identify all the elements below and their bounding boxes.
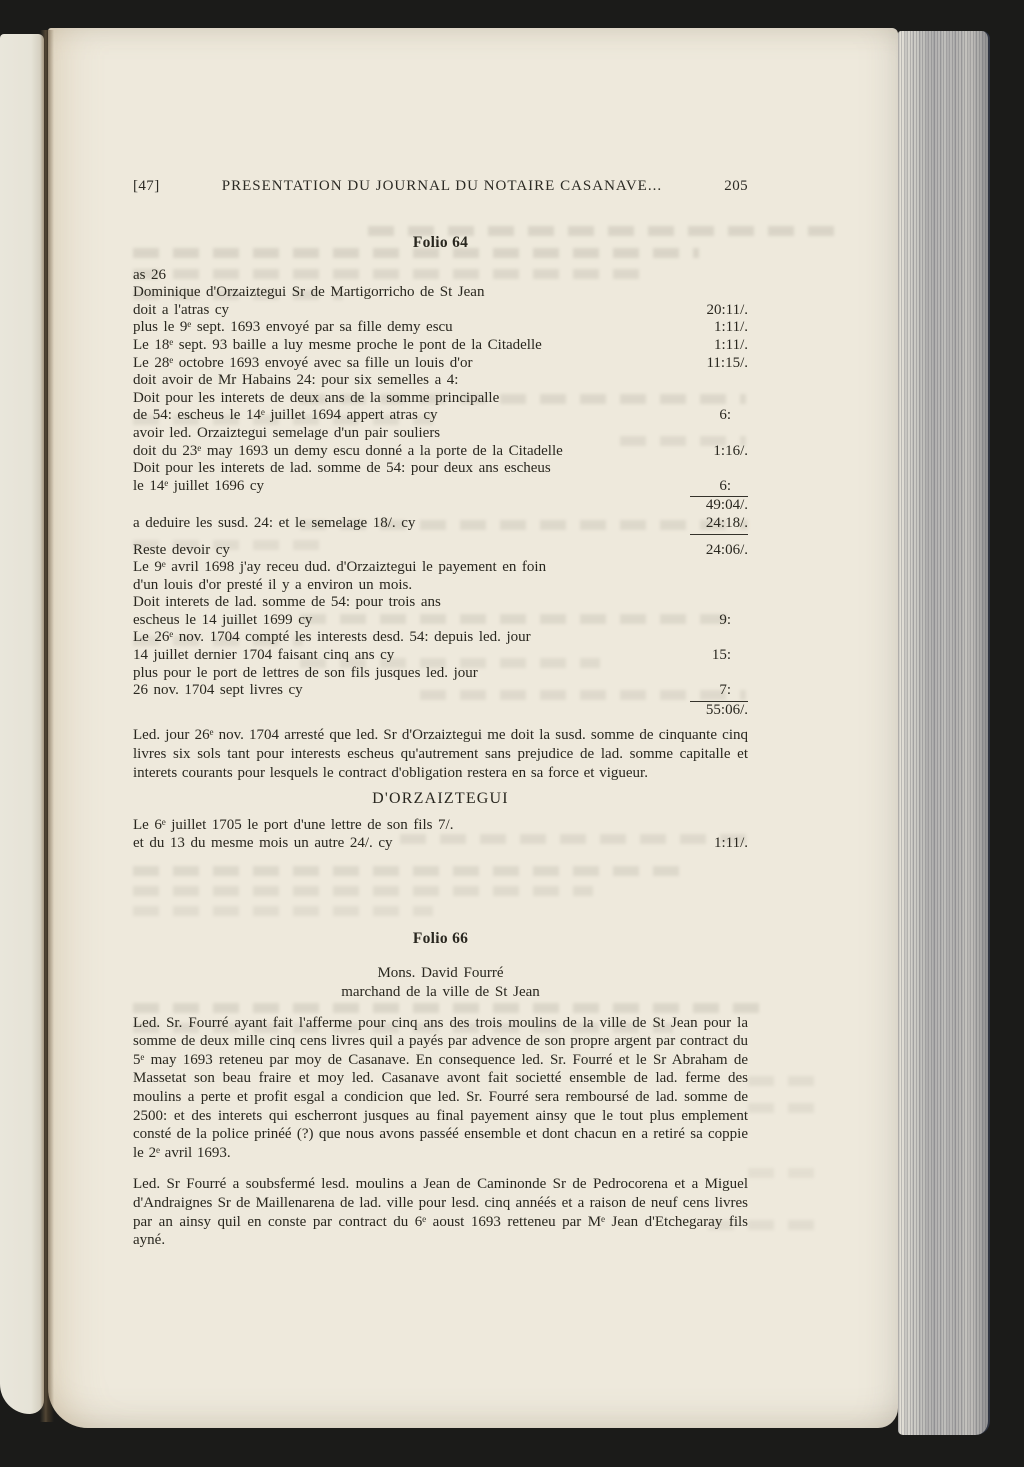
folio-64-section xyxy=(133,234,748,852)
ledger-row xyxy=(133,817,748,835)
ledger-amount: 55:06/. xyxy=(705,701,748,718)
folio-64-ledger-continued xyxy=(133,817,748,852)
ledger-amount: 49:04/. xyxy=(705,497,748,514)
ledger-row xyxy=(133,577,748,595)
folio-66-section xyxy=(133,930,748,1263)
bleed-through-smudge xyxy=(748,1076,828,1086)
header-margin-ref: [47] xyxy=(133,178,160,194)
ledger-row xyxy=(133,267,748,285)
ledger-row xyxy=(133,515,748,535)
bleed-through-smudge xyxy=(133,906,433,916)
ledger-entry-text: 26 nov. 1704 sept livres cy xyxy=(133,682,303,699)
ledger-entry-text: a deduire les susd. 24: et le semelage 18/. cy xyxy=(133,514,416,531)
bleed-through-smudge xyxy=(133,866,693,876)
ledger-row xyxy=(133,559,748,577)
ledger-amount: 6: xyxy=(719,407,731,424)
ledger-entry-text: Doit pour les interets de lad. somme de 54: pour deux ans escheus xyxy=(133,460,551,477)
ledger-row xyxy=(133,284,748,302)
bleed-through-smudge xyxy=(133,886,593,896)
ledger-entry-text: Le 6ᵉ juillet 1705 le port d'une lettre de son fils 7/. xyxy=(133,817,454,834)
ledger-entry-text: 14 juillet dernier 1704 faisant cinq ans cy xyxy=(133,647,395,664)
ledger-entry-text: Le 18ᵉ sept. 93 baille a luy mesme proche le pont de la Citadelle xyxy=(133,336,542,353)
ledger-amount: 1:11/. xyxy=(713,834,748,851)
ledger-amount: 20:11/. xyxy=(706,301,748,318)
paragraph: Led. Sr Fourré a soubsfermé lesd. moulins a Jean de Caminonde Sr de Pedrocorena et a Miguel d'Andraignes Sr de Maillenarena de lad. ville pour lesd. cinq annéés et a raison de neuf cens livres par an ainsy quil en conste par contract du 6ᵉ aoust 1693 retteneu par Mᵉ Jean d'Etchegaray fils ayné. xyxy=(133,1176,748,1249)
ledger-row xyxy=(133,629,748,647)
ledger-entry-text: plus pour le port de lettres de son fils jusques led. jour xyxy=(133,664,478,681)
folio-66-subtitle-role: marchand de la ville de St Jean xyxy=(341,983,540,1000)
ledger-amount: 1:11/. xyxy=(713,319,748,336)
fore-edge-page-stack xyxy=(898,31,990,1435)
ledger-row xyxy=(133,443,748,461)
paragraph: Led. Sr. Fourré ayant fait l'afferme pour cinq ans des trois moulins de la ville de St Jean pour la somme de deux mille cinq cens livres quil a payés par advence de son propre argent par contract du 5ᵉ may 1693 reteneu par moy de Casanave. En consequence led. Sr. Fourré et le Sr Abraham de Massetat son beau fraire et moy led. Casanave avont fait societté ensemble de lad. ferme des moulins a perte et profit esgal a condicion que led. Sr. Fourré sera remboursé de lad. somme de 2500: et des interets qui escherront jusques au final payement ainsy que le tout plus emplement consté de la police prinéé (?) que nous avons passéé ensemble et dont chacun en a retiré sa coppie le 2ᵉ avril 1693. xyxy=(133,1014,749,1161)
ledger-entry-text: d'un louis d'or presté il y a environ un mois. xyxy=(133,576,413,593)
ledger-row xyxy=(133,542,748,560)
ledger-entry-text: doit avoir de Mr Habains 24: pour six semelles a 4: xyxy=(133,372,459,389)
folio-64-ledger xyxy=(133,267,748,720)
ledger-amount: 1:11/. xyxy=(713,336,748,353)
ledger-entry-text: doit a l'atras cy xyxy=(133,301,229,318)
ledger-entry-text: Le 9ᵉ avril 1698 j'ay receu dud. d'Orzaiztegui le payement en foin xyxy=(133,559,547,576)
ledger-row xyxy=(133,319,748,337)
ledger-entry-text: doit du 23ᵉ may 1693 un demy escu donné a la porte de la Citadelle xyxy=(133,442,563,459)
ledger-entry-text: Doit interets de lad. somme de 54: pour trois ans xyxy=(133,594,441,611)
ledger-entry-text: Dominique d'Orzaiztegui Sr de Martigorricho de St Jean xyxy=(133,284,485,301)
ledger-amount: 7: xyxy=(690,682,748,702)
left-page-edge xyxy=(0,34,44,1414)
ledger-entry-text: Le 28ᵉ octobre 1693 envoyé avec sa fille un louis d'or xyxy=(133,354,473,371)
ledger-entry-text: Reste devoir cy xyxy=(133,541,230,558)
ledger-row xyxy=(133,425,748,443)
ledger-entry-text: et du 13 du mesme mois un autre 24/. cy xyxy=(133,834,393,851)
folio-66-paragraphs xyxy=(133,1014,748,1250)
bleed-through-smudge xyxy=(748,1103,828,1113)
ledger-row xyxy=(133,478,748,498)
ledger-entry-text: as 26 xyxy=(133,266,167,283)
ledger-amount: 6: xyxy=(690,478,748,498)
book-page xyxy=(48,28,898,1428)
ledger-amount: 24:06/. xyxy=(705,541,748,558)
page-header xyxy=(133,178,748,195)
ledger-entry-text: Le 26ᵉ nov. 1704 compté les interests desd. 54: depuis led. jour xyxy=(133,629,531,646)
header-title: PRESENTATION DU JOURNAL DU NOTAIRE CASANAVE... xyxy=(221,178,663,194)
folio-64-paragraph: Led. jour 26ᵉ nov. 1704 arresté que led. Sr d'Orzaiztegui me doit la susd. somme de cinquante cinq livres six sols tant pour interests escheus qu'autrement sans prejudice de lad. somme capitalle et interets courants pour lesquels le contract d'obligation restera en sa force et vigueur. xyxy=(133,727,748,782)
ledger-row xyxy=(133,835,748,853)
ledger-row xyxy=(133,355,748,373)
ledger-amount: 11:15/. xyxy=(706,354,748,371)
ledger-entry-text: avoir led. Orzaiztegui semelage d'un pair souliers xyxy=(133,424,441,441)
ledger-row xyxy=(133,460,748,478)
ledger-entry-text: escheus le 14 juillet 1699 cy xyxy=(133,611,313,628)
ledger-amount: 24:18/. xyxy=(690,515,748,535)
gutter-shadow xyxy=(40,30,54,1422)
bleed-through-smudge xyxy=(748,1168,828,1178)
ledger-row xyxy=(133,497,748,515)
ledger-entry-text: Doit pour les interets de deux ans de la somme principalle xyxy=(133,389,500,406)
ledger-entry-text: plus le 9ᵉ sept. 1693 envoyé par sa fille demy escu xyxy=(133,319,453,336)
ledger-row xyxy=(133,337,748,355)
ledger-row xyxy=(133,647,748,665)
ledger-amount: 1:16/. xyxy=(713,442,748,459)
ledger-row xyxy=(133,612,748,630)
ledger-amount: 9: xyxy=(719,611,731,628)
header-page-number: 205 xyxy=(724,178,748,194)
ledger-row xyxy=(133,594,748,612)
folio-64-signature: D'ORZAIZTEGUI xyxy=(372,790,509,808)
folio-64-heading: Folio 64 xyxy=(412,234,469,251)
folio-66-heading: Folio 66 xyxy=(412,930,469,947)
ledger-row xyxy=(133,390,748,408)
ledger-row xyxy=(133,407,748,425)
ledger-row xyxy=(133,302,748,320)
ledger-row xyxy=(133,665,748,683)
ledger-row xyxy=(133,682,748,702)
folio-66-subtitle-block xyxy=(133,964,748,1002)
ledger-entry-text: de 54: escheus le 14ᵉ juillet 1694 appert atras cy xyxy=(133,407,438,424)
ledger-row xyxy=(133,702,748,720)
ledger-amount: 15: xyxy=(711,647,731,664)
folio-66-subtitle-name: Mons. David Fourré xyxy=(377,964,504,981)
ledger-row xyxy=(133,372,748,390)
ledger-entry-text: le 14ᵉ juillet 1696 cy xyxy=(133,477,265,494)
